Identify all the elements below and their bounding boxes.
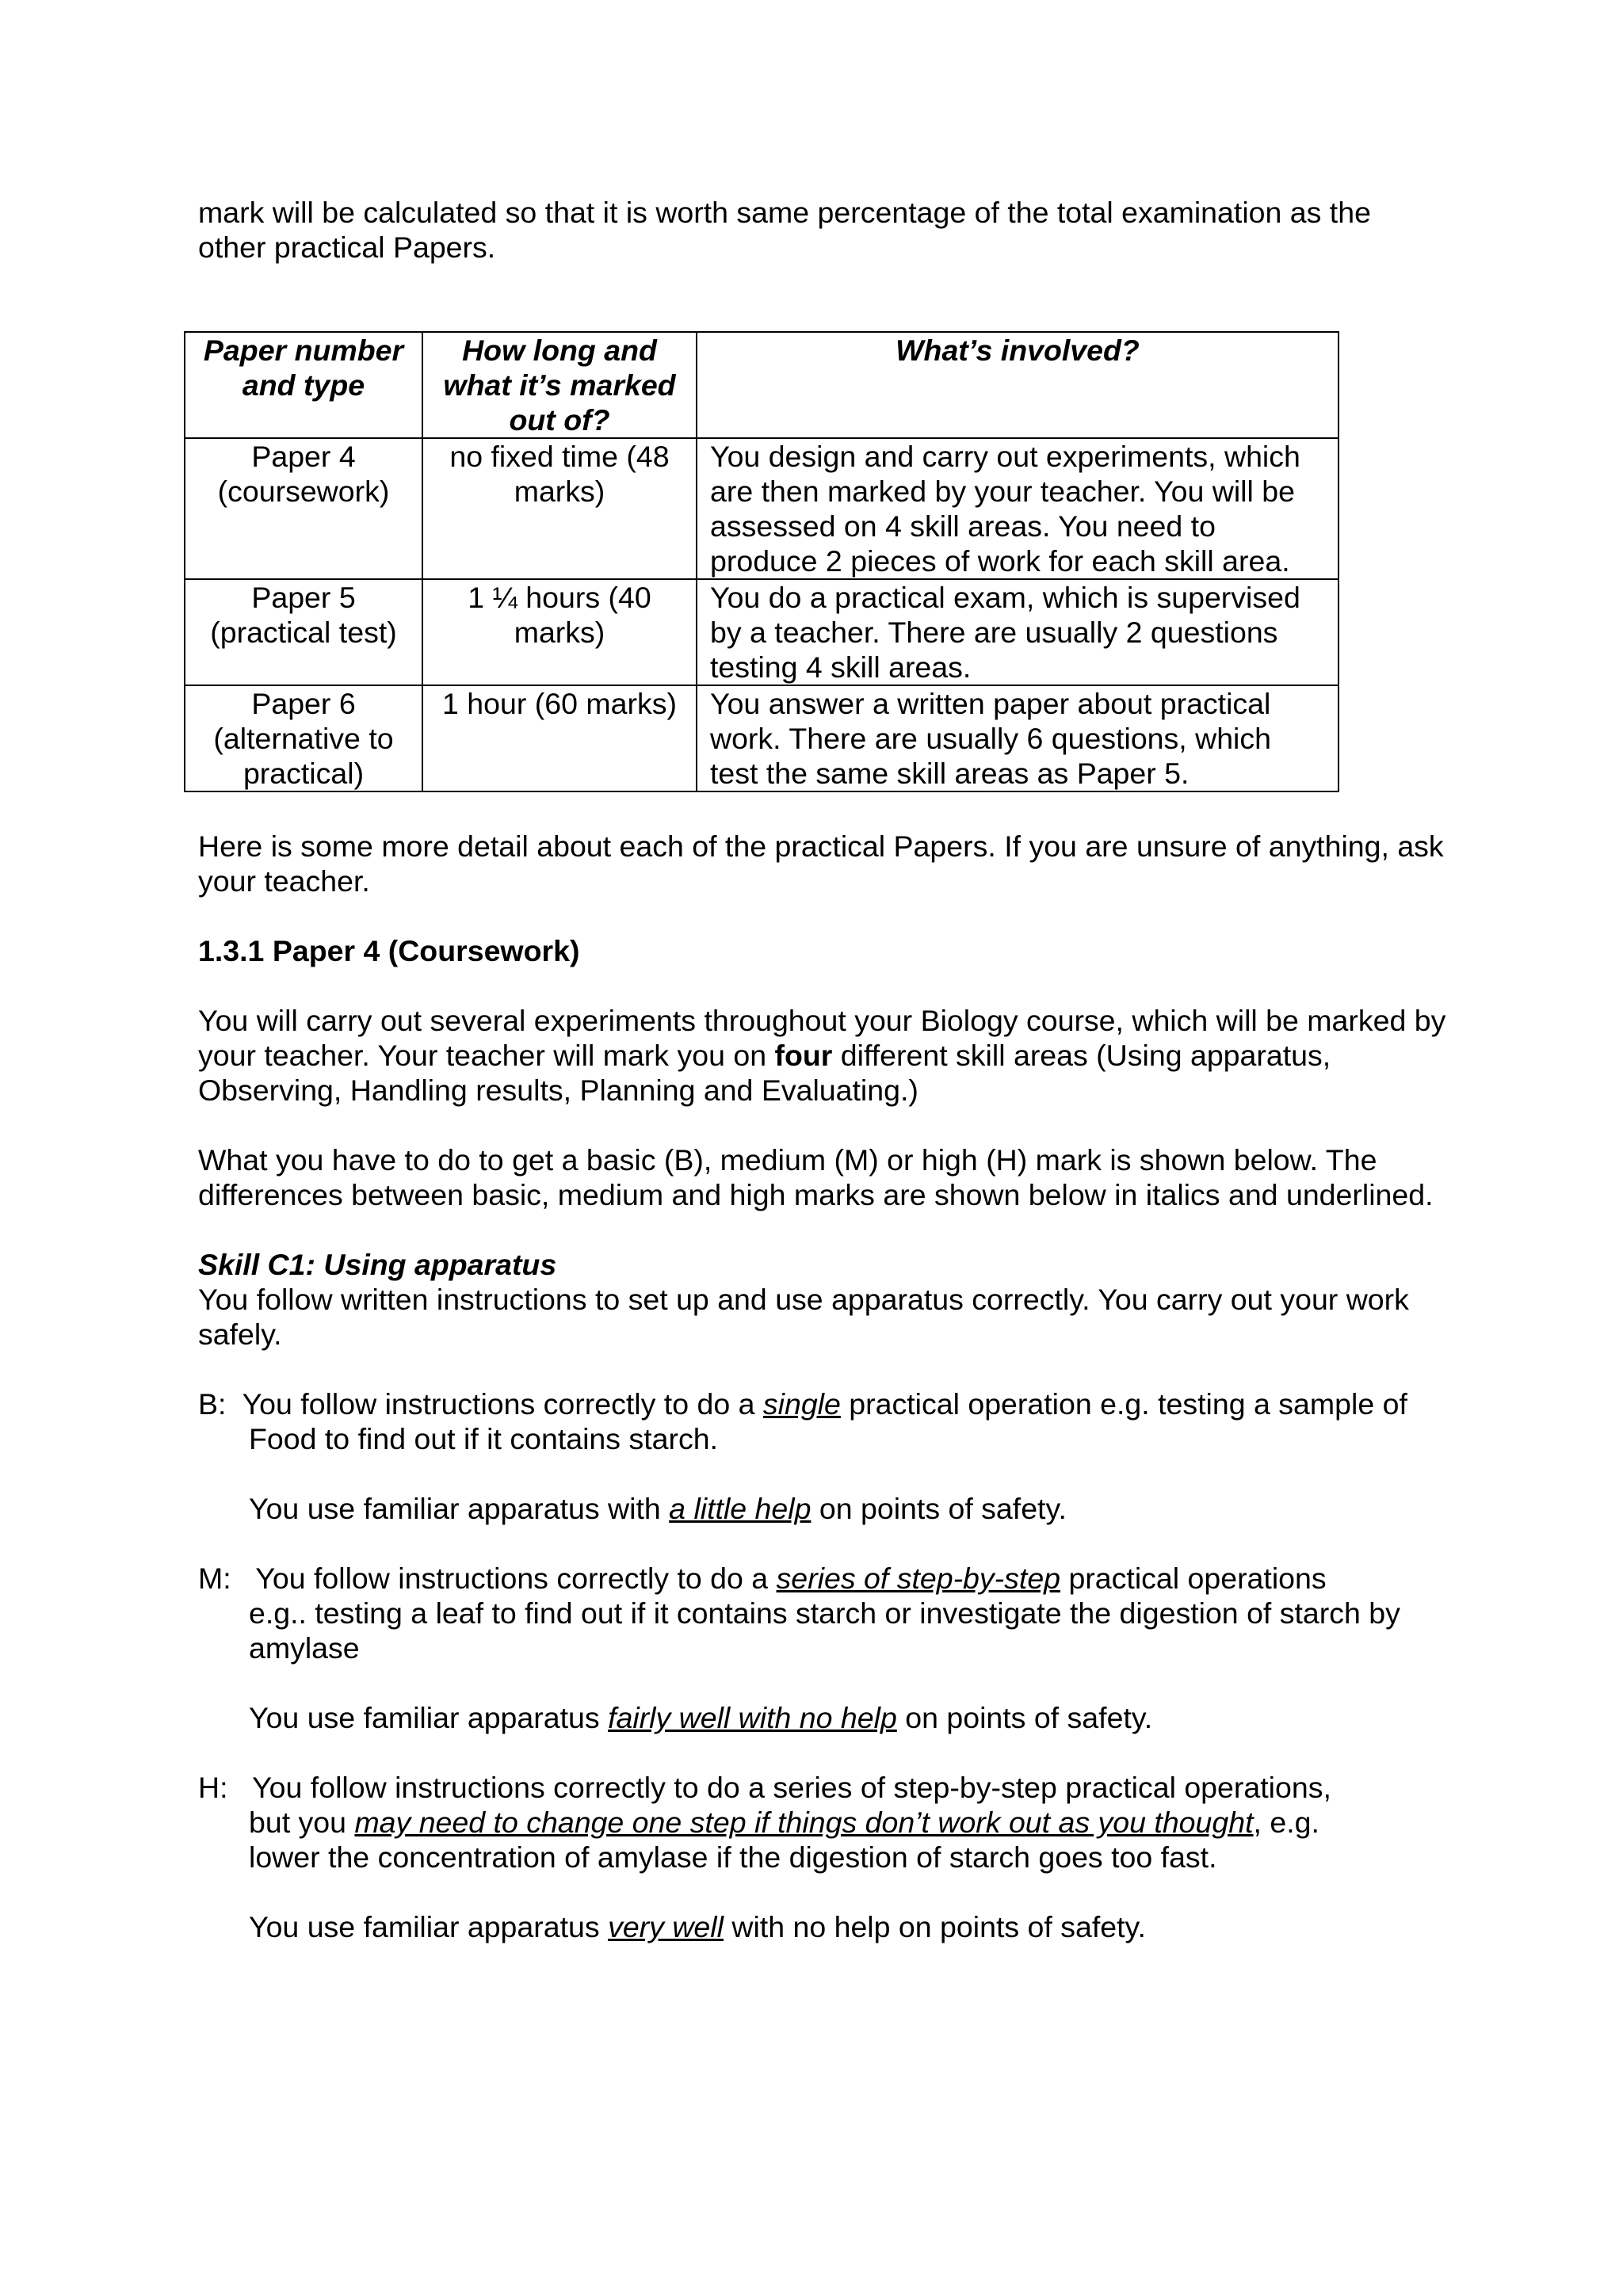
coursework-paragraph: [198, 1003, 1450, 1108]
level-b-apparatus-emphasis: a little help: [669, 1492, 812, 1525]
section-heading: 1.3.1 Paper 4 (Coursework): [198, 934, 580, 967]
level-h: [198, 1770, 1450, 1944]
level-b: [198, 1386, 1450, 1526]
cell-duration: 1 hour (60 marks): [422, 685, 697, 791]
level-b-apparatus: [198, 1491, 1450, 1526]
level-b-line-2: Food to find out if it contains starch.: [249, 1422, 718, 1455]
marks-paragraph: What you have to do to get a basic (B), medium (M) or high (H) mark is shown below. The differences between basic, medium and high marks are shown below in italics and underlined.: [198, 1143, 1434, 1211]
level-m-line-2: e.g.. testing a leaf to find out if it contains starch or investigate the digestion of starch by: [249, 1596, 1400, 1630]
level-h-line-3: lower the concentration of amylase if the digestion of starch goes too fast.: [249, 1840, 1217, 1874]
level-m-apparatus: [198, 1700, 1450, 1735]
header-duration: How long and what it’s marked out of?: [422, 332, 697, 438]
level-m-text-after: practical operations: [1060, 1562, 1327, 1595]
skill-title: Skill C1: Using apparatus: [198, 1248, 557, 1281]
table-row: [185, 685, 1338, 791]
more-detail-paragraph: Here is some more detail about each of the practical Papers. If you are unsure of anything, ask your teacher.: [198, 830, 1444, 898]
level-m-label: M:: [198, 1562, 231, 1595]
level-b-text: You follow instructions correctly to do a: [242, 1387, 763, 1421]
practical-papers-table: [184, 331, 1339, 792]
level-m-line-3: amylase: [249, 1631, 360, 1665]
level-h-line-2: [198, 1805, 1450, 1840]
cell-involved: You do a practical exam, which is supervised by a teacher. There are usually 2 questions testing 4 skill areas.: [697, 579, 1338, 685]
level-h-apparatus-text: You use familiar apparatus: [249, 1910, 609, 1943]
level-h-line-1: [198, 1770, 1450, 1805]
table-header-row: [185, 332, 1338, 438]
cell-duration: no fixed time (48 marks): [422, 438, 697, 579]
intro-line-1: mark will be calculated so that it is worth same percentage of the total examination as the: [198, 196, 1371, 229]
header-paper: Paper number and type: [185, 332, 422, 438]
level-b-label: B:: [198, 1387, 227, 1421]
level-b-emphasis: single: [762, 1387, 841, 1421]
header-involved: What’s involved?: [697, 332, 1338, 438]
cell-duration: 1 ¼ hours (40 marks): [422, 579, 697, 685]
intro-paragraph: [198, 195, 1450, 265]
table-row: [185, 438, 1338, 579]
table-row: [185, 579, 1338, 685]
skill-description: You follow written instructions to set up and use apparatus correctly. You carry out your work safely.: [198, 1283, 1409, 1351]
level-h-line-2-before: but you: [249, 1806, 355, 1839]
level-b-line-1: [198, 1386, 1450, 1421]
level-h-apparatus: [198, 1909, 1450, 1944]
cell-involved: You design and carry out experiments, which are then marked by your teacher. You will be assessed on 4 skill areas. You need to produce 2 pieces of work for each skill area.: [697, 438, 1338, 579]
cell-paper: Paper 6 (alternative to practical): [185, 685, 422, 791]
cell-involved: You answer a written paper about practical work. There are usually 6 questions, which test the same skill areas as Paper 5.: [697, 685, 1338, 791]
level-h-text: You follow instructions correctly to do a series of step-by-step practical operations,: [252, 1771, 1331, 1804]
cell-paper: Paper 5 (practical test): [185, 579, 422, 685]
intro-line-2: other practical Papers.: [198, 231, 496, 264]
level-b-text-after: practical operation e.g. testing a sample of: [840, 1387, 1407, 1421]
coursework-text-bold: four: [774, 1039, 833, 1072]
level-h-line-2-after: , e.g.: [1253, 1806, 1319, 1839]
level-m-emphasis: series of step-by-step: [776, 1562, 1061, 1595]
level-b-apparatus-text: You use familiar apparatus with: [249, 1492, 670, 1525]
level-m: [198, 1561, 1450, 1735]
level-h-apparatus-emphasis: very well: [608, 1910, 724, 1943]
document-page: [198, 195, 1450, 1944]
cell-paper: Paper 4 (coursework): [185, 438, 422, 579]
coursework-text-after: different skill areas (Using apparatus, Observing, Handling results, Planning and Evaluating.): [198, 1039, 1331, 1107]
level-m-apparatus-emphasis: fairly well with no help: [608, 1701, 897, 1734]
level-m-text: You follow instructions correctly to do a: [255, 1562, 777, 1595]
coursework-text-before: You will carry out several experiments throughout your Biology course, which will be marked by your teacher. Your teacher will mark you on: [198, 1004, 1446, 1072]
level-m-apparatus-after: on points of safety.: [896, 1701, 1153, 1734]
level-m-line-1: [198, 1561, 1450, 1596]
level-b-apparatus-after: on points of safety.: [811, 1492, 1067, 1525]
level-m-apparatus-text: You use familiar apparatus: [249, 1701, 609, 1734]
level-h-apparatus-after: with no help on points of safety.: [723, 1910, 1146, 1943]
level-h-emphasis: may need to change one step if things don’t work out as you thought: [354, 1806, 1254, 1839]
level-h-label: H:: [198, 1771, 228, 1804]
